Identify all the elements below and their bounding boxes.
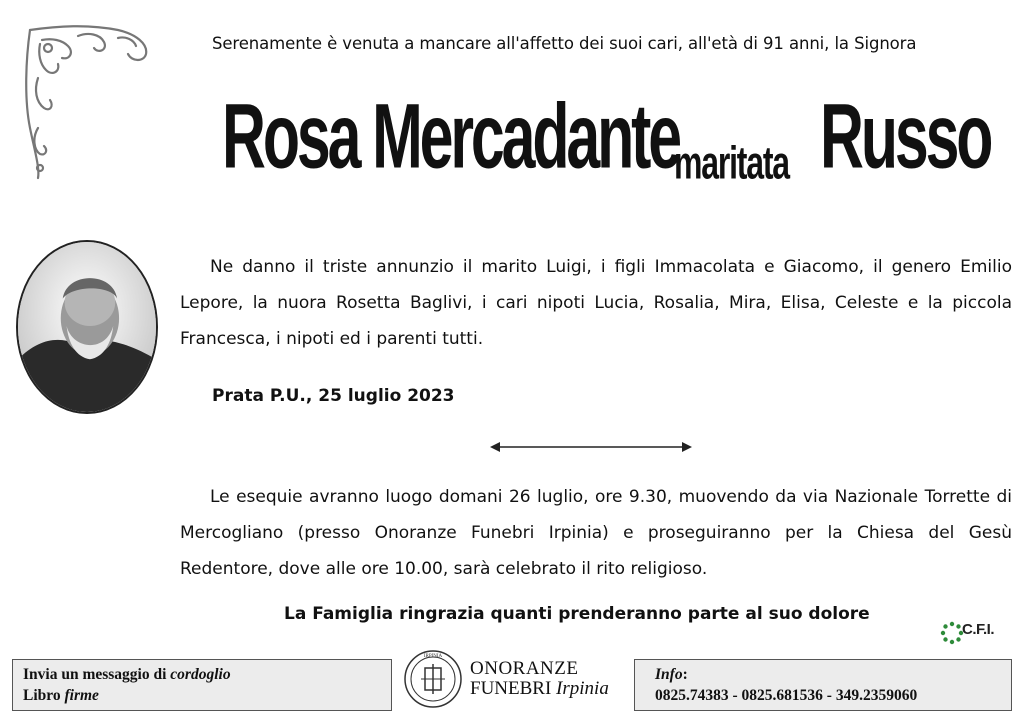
info-label-text: Info: [655, 666, 683, 683]
brand-line2-italic: Irpinia: [556, 678, 609, 699]
deceased-last-name: Russo: [820, 83, 991, 188]
info-colon: :: [682, 666, 688, 683]
condolence-box[interactable]: [12, 659, 392, 711]
funeral-text: Le esequie avranno luogo domani 26 luglio, ore 9.30, muovendo da via Nazionale Torrette di Mercogliano (presso Onoranze Funebri Irpinia) e proseguiranno per la Chiesa del Gesù Redentore, dove alle ore 10.00, sarà celebrato il rito religioso.: [180, 487, 1012, 579]
funeral-paragraph: [180, 479, 1012, 587]
brand-line2-prefix: FUNEBRI: [470, 678, 557, 699]
guestbook-prefix: Libro: [23, 687, 65, 704]
emblem-text: IRPINIA: [423, 654, 443, 659]
floral-corner-ornament-icon: [18, 18, 158, 188]
deceased-first-name: Rosa Mercadante: [222, 83, 680, 188]
onoranze-emblem-icon: [402, 646, 464, 712]
info-phones[interactable]: 0825.74383 - 0825.681536 - 349.2359060: [655, 687, 918, 704]
intro-text: Serenamente è venuta a mancare all'affetto dei suoi cari, all'età di 91 anni, la Signora: [212, 34, 917, 53]
condolence-word: cordoglio: [170, 666, 231, 683]
condolence-link[interactable]: [23, 664, 381, 685]
cfi-logo-icon: [940, 619, 1016, 649]
name-connector: maritata: [674, 138, 789, 189]
guestbook-link[interactable]: [23, 685, 381, 706]
guestbook-word: firme: [64, 687, 99, 704]
info-label: [655, 664, 991, 685]
deceased-name: [222, 83, 1002, 208]
funeral-home-brand: [402, 646, 630, 712]
announcement-paragraph: [180, 249, 1012, 357]
brand-line2: [470, 678, 609, 700]
info-box: [634, 659, 1012, 711]
double-arrow-divider-icon: [490, 440, 692, 454]
cfi-dots-icon: [940, 621, 964, 645]
saint-portrait-icon: [16, 240, 158, 414]
condolence-prefix: Invia un messaggio di: [23, 666, 171, 683]
place-date: Prata P.U., 25 luglio 2023: [212, 386, 455, 406]
cfi-text: C.F.I.: [962, 621, 995, 638]
thanks-line: La Famiglia ringrazia quanti prenderanno parte al suo dolore: [284, 604, 870, 624]
brand-line1: ONORANZE: [470, 658, 579, 679]
announcement-text: Ne danno il triste annunzio il marito Luigi, i figli Immacolata e Giacomo, il genero Emilio Lepore, la nuora Rosetta Baglivi, i cari nipoti Lucia, Rosalia, Mira, Elisa, Celeste e la piccola Francesca, i nipoti ed i parenti tutti.: [180, 257, 1012, 349]
